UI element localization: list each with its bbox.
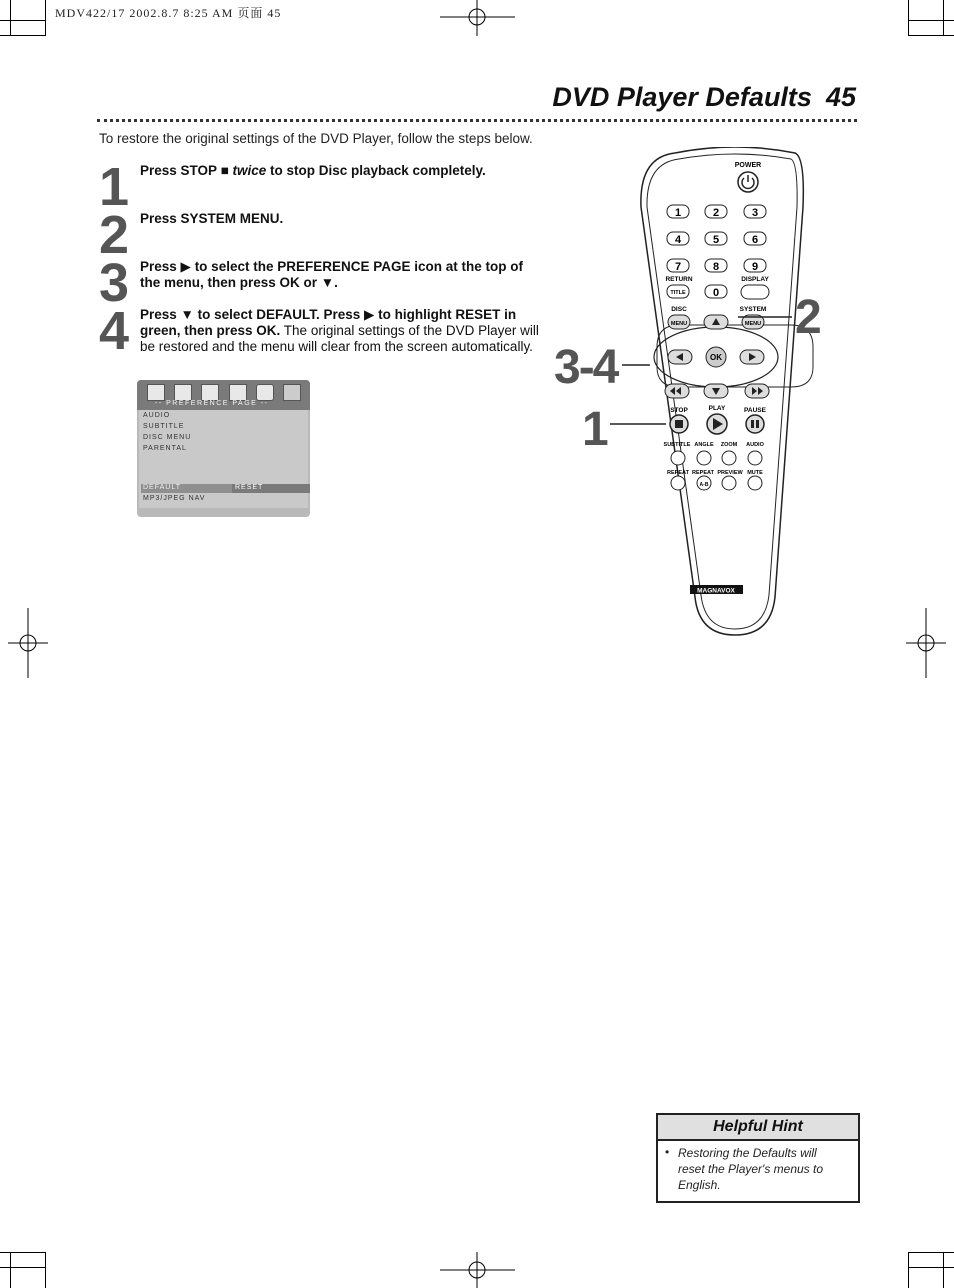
lock-icon [256,384,274,401]
brand-label: MAGNAVOX [697,587,735,595]
angle-label: ANGLE [694,442,714,448]
ok-label: OK [710,353,722,362]
registration-mark-bottom [440,1252,515,1288]
osd-item-default: DEFAULT [143,484,181,491]
zoom-label: ZOOM [720,442,738,448]
helpful-hint-box [656,1113,860,1203]
step-1-press: Press STOP [140,163,221,178]
osd-title: -- PREFERENCE PAGE -- [155,400,269,407]
preview-label: PREVIEW [717,470,743,476]
mute-button [748,476,762,490]
digit-2: 2 [712,207,720,219]
step-4-text [140,307,540,355]
audio-setup-icon [174,384,192,401]
step-4-mid1: to select DEFAULT. Press [193,307,364,322]
step-4-mid2: to highlight RESET in green, then press OK. [140,307,517,338]
disc-menu-label: MENU [670,321,688,327]
down-arrow-icon: ▼ [320,275,335,290]
right-arrow-icon: ▶ [180,259,191,274]
digit-8: 8 [712,261,720,273]
step-4-normal: The original settings of the DVD Player will be restored and the menu will clear from the screen automatically. [140,323,539,354]
osd-menu-panel [139,410,308,508]
osd-icon-bar [137,380,310,410]
subtitle-label: SUBTITLE [663,442,691,448]
step-2-content: Press SYSTEM MENU. [140,211,284,226]
hint-title: Helpful Hint [658,1115,858,1141]
title-button-label: TITLE [670,290,686,296]
step-3-mid: to select the PREFERENCE PAGE icon at the top of the menu, then press OK or [140,259,523,290]
callout-1: 1 [582,403,609,455]
step-4-press: Press [140,307,181,322]
preference-page-screen [137,380,310,517]
digit-5: 5 [712,234,720,246]
digit-7: 7 [674,261,682,273]
registration-mark-top [440,0,515,36]
step-3-press: Press [140,259,181,274]
dotted-divider [97,119,857,122]
step-number-4: 4 [99,301,128,361]
osd-item: MP3/JPEG NAV [143,495,206,502]
system-label: SYSTEM [739,306,767,313]
osd-item: AUDIO [143,412,171,419]
file-info: MDV422/17 2002.8.7 8:25 AM 页面 45 [55,6,282,20]
osd-item: SUBTITLE [143,423,185,430]
system-menu-label: MENU [744,321,762,327]
return-label: RETURN [665,276,693,283]
hint-bullet: • [665,1145,670,1159]
preference-icon [229,384,247,401]
repeat-ab-label: REPEAT [692,470,714,476]
power-label: POWER [734,162,762,169]
stop-symbol: ■ [220,163,229,178]
digit-9: 9 [751,261,759,273]
repeat-label: REPEAT [667,470,689,476]
registration-mark-left [8,608,48,678]
step-3-end: . [334,275,338,290]
step-number-1: 1 [99,157,128,217]
repeat-button [671,476,685,490]
digit-3: 3 [751,207,759,219]
digit-6: 6 [751,234,759,246]
ab-label: A-B [699,482,709,488]
osd-item: PARENTAL [143,445,187,452]
step-3-text [140,259,540,291]
registration-mark-right [906,608,946,678]
step-1-twice: twice [228,163,267,178]
display-label: DISPLAY [741,276,769,283]
step-number-2: 2 [99,205,128,265]
osd-reset-option [232,484,310,493]
play-label: PLAY [708,405,726,412]
mute-label: MUTE [747,470,763,476]
osd-reset-label: RESET [235,484,264,491]
osd-item: DISC MENU [143,434,192,441]
general-setup-icon [147,384,165,401]
step-number-3: 3 [99,253,128,313]
page-title [552,82,856,113]
callout-3-4: 3-4 [554,341,618,394]
callout-layer [540,285,830,455]
hint-text: Restoring the Defaults will reset the Player's menus to English. [678,1146,824,1192]
step-1-text [140,163,540,179]
page-number: 45 [825,82,856,112]
video-setup-icon [201,384,219,401]
step-1-rest: to stop Disc playback completely. [266,163,486,178]
callout-2: 2 [795,291,822,344]
intro-text: To restore the original settings of the DVD Player, follow the steps below. [99,131,533,146]
preview-button [722,476,736,490]
right-arrow-icon: ▶ [363,307,375,322]
digit-1: 1 [674,207,682,219]
audio-label: AUDIO [746,442,764,448]
disc-label: DISC [671,306,687,313]
stop-label: STOP [670,407,688,414]
pause-label: PAUSE [744,407,766,414]
page-title-text: DVD Player Defaults [552,82,812,112]
digit-4: 4 [674,234,682,246]
step-2-text [140,211,540,227]
down-arrow-icon: ▼ [180,307,194,322]
exit-icon [283,384,301,401]
digit-0: 0 [712,287,720,299]
